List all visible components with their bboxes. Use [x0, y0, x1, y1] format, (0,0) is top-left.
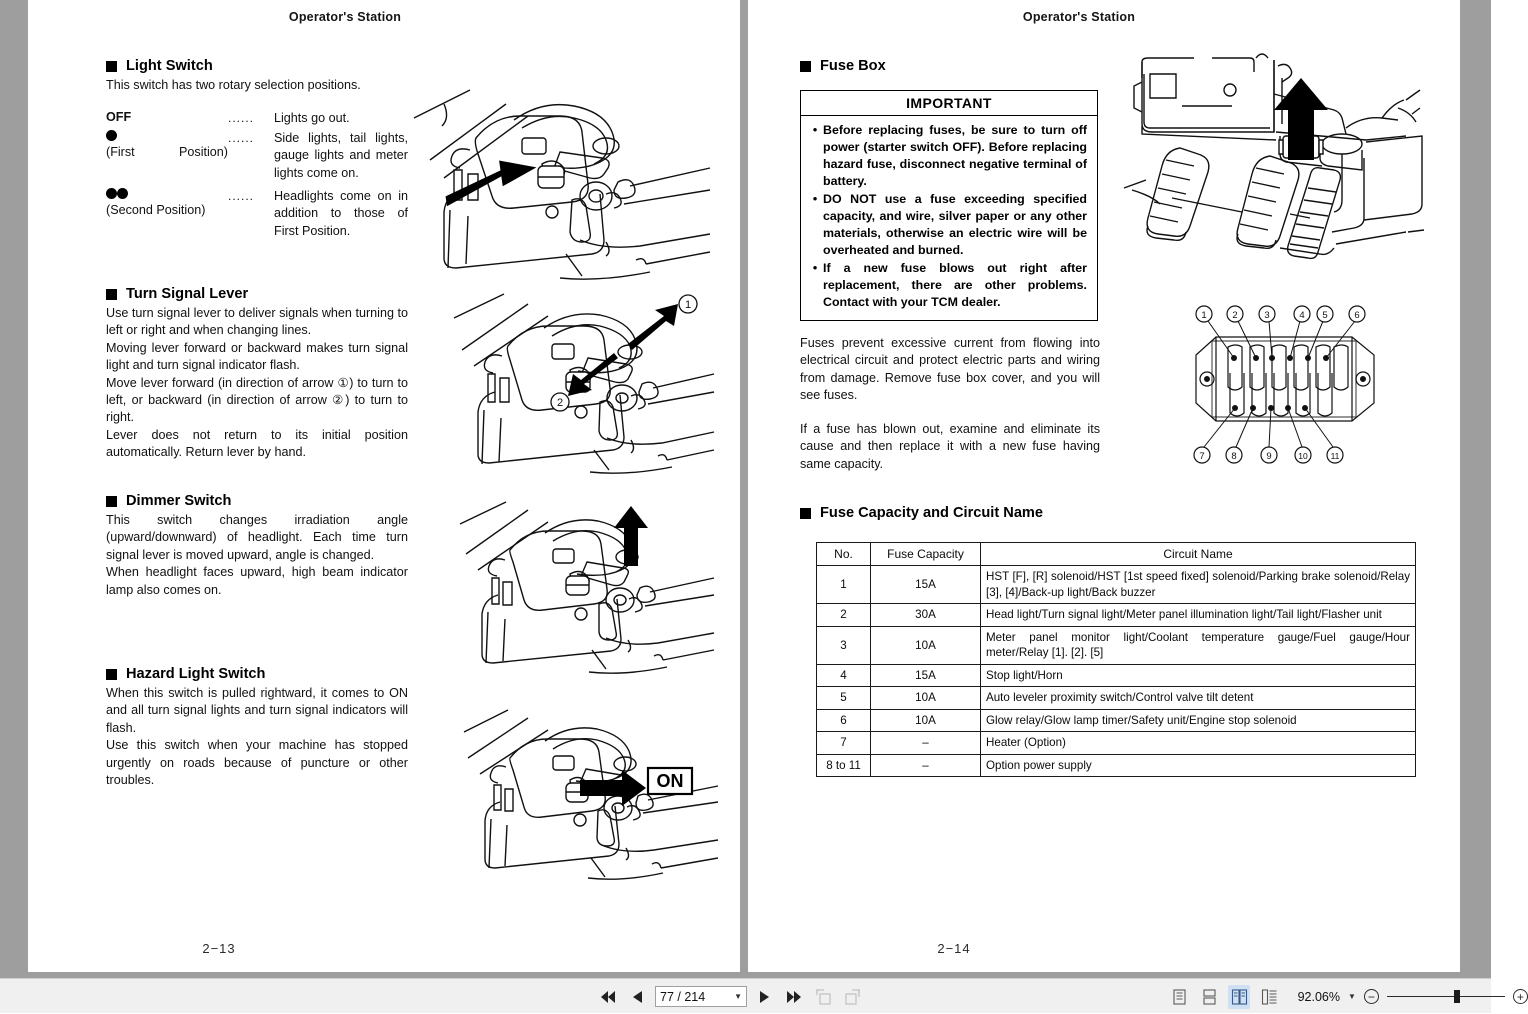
last-page-icon[interactable] — [783, 985, 805, 1009]
page-number-left: 2−13 — [202, 941, 236, 956]
section-title-fuse-capacity — [800, 505, 1200, 521]
section-heading-text: Light Switch — [126, 58, 213, 74]
page-header-left: Operator's Station — [288, 10, 402, 24]
page-header-right: Operator's Station — [1022, 10, 1136, 24]
svg-text:4: 4 — [1299, 310, 1305, 321]
page-left — [28, 0, 740, 972]
fuse-box-detail-illustration — [1174, 295, 1398, 475]
fuse-capacity-table — [816, 542, 1416, 777]
zoom-slider-track — [1387, 996, 1505, 998]
svg-text:8: 8 — [1231, 451, 1237, 462]
paragraph: When headlight faces upward, high beam indicator lamp also comes on. — [106, 565, 408, 597]
fuse-paragraph-1: Fuses prevent excessive current from flowing into electrical circuit and protect electric parts and wiring from damage. Remove fuse box cover, and you will see fuses. — [800, 336, 1100, 403]
section-heading-text: Dimmer Switch — [126, 493, 232, 509]
section-heading-text: Hazard Light Switch — [126, 666, 266, 682]
svg-text:ON: ON — [656, 771, 684, 791]
zoom-dropdown-chevron-icon[interactable]: ▼ — [1348, 992, 1356, 1001]
leader-dots: ...... — [228, 189, 255, 204]
svg-text:1: 1 — [684, 299, 692, 311]
svg-text:10: 10 — [1298, 451, 1308, 461]
bullet-dot-icon: • — [812, 192, 818, 206]
important-item-text: DO NOT use a fuse exceeding specified capacity, and wire, silver paper or any other materials, otherwise an electric wire will be overheated and burned. — [823, 192, 1087, 257]
paragraph: Use this switch when your machine has stopped urgently on roads because of puncture or other troubles. — [106, 738, 408, 788]
rotate-clockwise-icon[interactable] — [841, 985, 863, 1009]
zoom-slider-handle[interactable] — [1454, 990, 1460, 1003]
square-bullet-icon — [106, 496, 117, 507]
first-page-icon[interactable] — [597, 985, 619, 1009]
fuse-capacity-table-wrapper — [816, 542, 1416, 777]
section-heading-text: Fuse Box — [820, 58, 886, 74]
hazard-light-switch-illustration — [462, 706, 718, 886]
cell-circuit: HST [F], [R] solenoid/HST [1st speed fixed] solenoid/Parking brake solenoid/Relay [3], [4]/Back-up light/Back buzzer — [981, 566, 1416, 604]
important-callout-box — [800, 90, 1098, 321]
two-page-view-icon[interactable] — [1228, 985, 1250, 1009]
turn-signal-body — [106, 305, 408, 462]
fuse-box-location-illustration — [1120, 48, 1426, 288]
svg-text:9: 9 — [1266, 451, 1272, 462]
svg-text:2: 2 — [1232, 310, 1238, 321]
leader-dots: ...... — [228, 130, 255, 145]
position-description: Side lights, tail lights, gauge lights and meter lights come on. — [274, 130, 408, 180]
single-page-view-icon[interactable] — [1168, 985, 1190, 1009]
leader-dots: ...... — [228, 111, 255, 126]
svg-text:5: 5 — [1322, 310, 1328, 321]
important-item-text: Before replacing fuses, be sure to turn off power (starter switch OFF). Before replacing hazard fuse, disconnect negative terminal of battery. — [823, 123, 1087, 188]
paragraph: Lever does not return to its initial position automatically. Return lever by hand. — [106, 427, 408, 460]
cell-circuit: Auto leveler proximity switch/Control valve tilt detent — [981, 687, 1416, 710]
svg-text:7: 7 — [1199, 451, 1205, 462]
square-bullet-icon — [106, 289, 117, 300]
svg-text:11: 11 — [1330, 451, 1340, 461]
page-number-right: 2−14 — [937, 941, 971, 956]
filled-circle-icon — [106, 188, 117, 199]
table-row — [817, 604, 1416, 627]
toolbar-navigation-group — [597, 979, 863, 1014]
light-switch-illustration — [410, 82, 710, 282]
list-item — [807, 122, 1087, 190]
zoom-slider[interactable] — [1387, 990, 1505, 1004]
section-heading-text: Turn Signal Lever — [126, 286, 249, 302]
position-description: Lights go out. — [274, 111, 350, 126]
svg-text:3: 3 — [1264, 310, 1270, 321]
bullet-dot-icon: • — [812, 123, 818, 137]
section-title-dimmer-switch — [106, 493, 408, 509]
position-label-second: (Second Position) — [106, 203, 206, 218]
hazard-switch-body — [106, 685, 408, 789]
table-header-row — [817, 543, 1416, 566]
paragraph: Move lever forward (in direction of arrow ①) to turn to left, or backward (in direction of arrow ②) to turn to right. — [106, 375, 408, 425]
section-title-turn-signal-lever — [106, 286, 408, 302]
square-bullet-icon — [106, 61, 117, 72]
zoom-in-button[interactable]: + — [1513, 989, 1528, 1004]
continuous-scroll-view-icon[interactable] — [1198, 985, 1220, 1009]
important-heading: IMPORTANT — [801, 91, 1097, 116]
page-number-value: 77 / 214 — [660, 989, 706, 1004]
list-item — [106, 110, 408, 127]
section-fuse-box — [800, 58, 1100, 77]
table-row — [817, 566, 1416, 604]
cell-circuit: Stop light/Horn — [981, 664, 1416, 687]
position-label-first: (First Position) — [106, 144, 228, 159]
paragraph: This switch changes irradiation angle (upward/downward) of headlight. Each time turn signal lever is moved upward, angle is changed. — [106, 513, 408, 562]
cell-circuit: Glow relay/Glow lamp timer/Safety unit/Engine stop solenoid — [981, 709, 1416, 732]
filled-circle-icon — [117, 188, 128, 199]
cell-no: 8 to 11 — [817, 754, 871, 777]
table-row — [817, 687, 1416, 710]
cell-no: 7 — [817, 732, 871, 755]
paragraph: Use turn signal lever to deliver signals when turning to left or right and when changing lines. — [106, 306, 408, 338]
table-row — [817, 754, 1416, 777]
position-description: Headlights come on in addition to those of First Position. — [274, 189, 408, 238]
toolbar-view-zoom-group — [1168, 979, 1528, 1014]
svg-text:6: 6 — [1354, 310, 1360, 321]
cell-no: 3 — [817, 626, 871, 664]
next-page-icon[interactable] — [754, 985, 776, 1009]
square-bullet-icon — [800, 61, 811, 72]
viewer-toolbar — [0, 978, 1524, 1013]
section-title-fuse-box — [800, 58, 1100, 74]
cell-circuit: Head light/Turn signal light/Meter panel illumination light/Tail light/Flasher unit — [981, 604, 1416, 627]
two-page-continuous-view-icon[interactable] — [1258, 985, 1280, 1009]
list-item — [106, 130, 408, 182]
chevron-down-icon[interactable]: ▼ — [734, 992, 742, 1001]
section-light-switch — [106, 58, 408, 242]
svg-text:1: 1 — [1201, 310, 1207, 321]
column-header-no: No. — [817, 543, 871, 566]
list-item — [807, 260, 1087, 311]
list-item — [807, 191, 1087, 259]
cell-capacity: 30A — [871, 604, 981, 627]
zoom-level-value[interactable]: 92.06% — [1297, 989, 1340, 1004]
cell-capacity: 10A — [871, 687, 981, 710]
cell-capacity: 15A — [871, 566, 981, 604]
page-number-input[interactable] — [655, 986, 747, 1007]
column-header-capacity: Fuse Capacity — [871, 543, 981, 566]
dimmer-switch-illustration — [458, 500, 714, 680]
cell-capacity: 15A — [871, 664, 981, 687]
cell-no: 1 — [817, 566, 871, 604]
cell-capacity: – — [871, 732, 981, 755]
table-row — [817, 709, 1416, 732]
cell-capacity: 10A — [871, 626, 981, 664]
position-label-off: OFF — [106, 110, 132, 125]
cell-no: 6 — [817, 709, 871, 732]
cell-circuit: Heater (Option) — [981, 732, 1416, 755]
light-switch-intro: This switch has two rotary selection positions. — [106, 78, 361, 92]
section-title-hazard-light-switch — [106, 666, 408, 682]
svg-text:2: 2 — [556, 397, 564, 409]
section-hazard-light-switch — [106, 666, 408, 789]
light-switch-positions-list — [106, 110, 408, 240]
table-row — [817, 732, 1416, 755]
rotate-counterclockwise-icon[interactable] — [812, 985, 834, 1009]
cell-circuit: Meter panel monitor light/Coolant temperature gauge/Fuel gauge/Hour meter/Relay [1]. [2]. [5] — [981, 626, 1416, 664]
cell-no: 4 — [817, 664, 871, 687]
page-right — [748, 0, 1460, 972]
fuse-paragraph-2: If a fuse has blown out, examine and eliminate its cause and then replace it with a new fuse having same capacity. — [800, 422, 1100, 471]
cell-capacity: 10A — [871, 709, 981, 732]
zoom-out-button[interactable]: − — [1364, 989, 1379, 1004]
section-fuse-capacity — [800, 505, 1200, 524]
turn-signal-lever-illustration — [452, 292, 714, 482]
previous-page-icon[interactable] — [626, 985, 648, 1009]
table-row — [817, 664, 1416, 687]
square-bullet-icon — [800, 508, 811, 519]
important-item-text: If a new fuse blows out right after replacement, there are other problems. Contact with your TCM dealer. — [823, 261, 1087, 309]
cell-capacity: – — [871, 754, 981, 777]
paragraph: When this switch is pulled rightward, it comes to ON and all turn signal lights and turn signal indicators will flash. — [106, 686, 408, 735]
list-item — [106, 188, 408, 240]
cell-no: 2 — [817, 604, 871, 627]
bullet-dot-icon: • — [812, 261, 818, 275]
section-dimmer-switch — [106, 493, 408, 599]
section-title-light-switch — [106, 58, 408, 74]
section-heading-text: Fuse Capacity and Circuit Name — [820, 505, 1044, 521]
section-turn-signal-lever — [106, 286, 408, 462]
filled-circle-icon — [106, 130, 117, 141]
dimmer-switch-body — [106, 512, 408, 599]
square-bullet-icon — [106, 669, 117, 680]
paragraph: Moving lever forward or backward makes turn signal light and turn signal indicator flash. — [106, 340, 408, 373]
column-header-circuit: Circuit Name — [981, 543, 1416, 566]
important-items-list — [801, 116, 1097, 320]
cell-no: 5 — [817, 687, 871, 710]
table-row — [817, 626, 1416, 664]
cell-circuit: Option power supply — [981, 754, 1416, 777]
